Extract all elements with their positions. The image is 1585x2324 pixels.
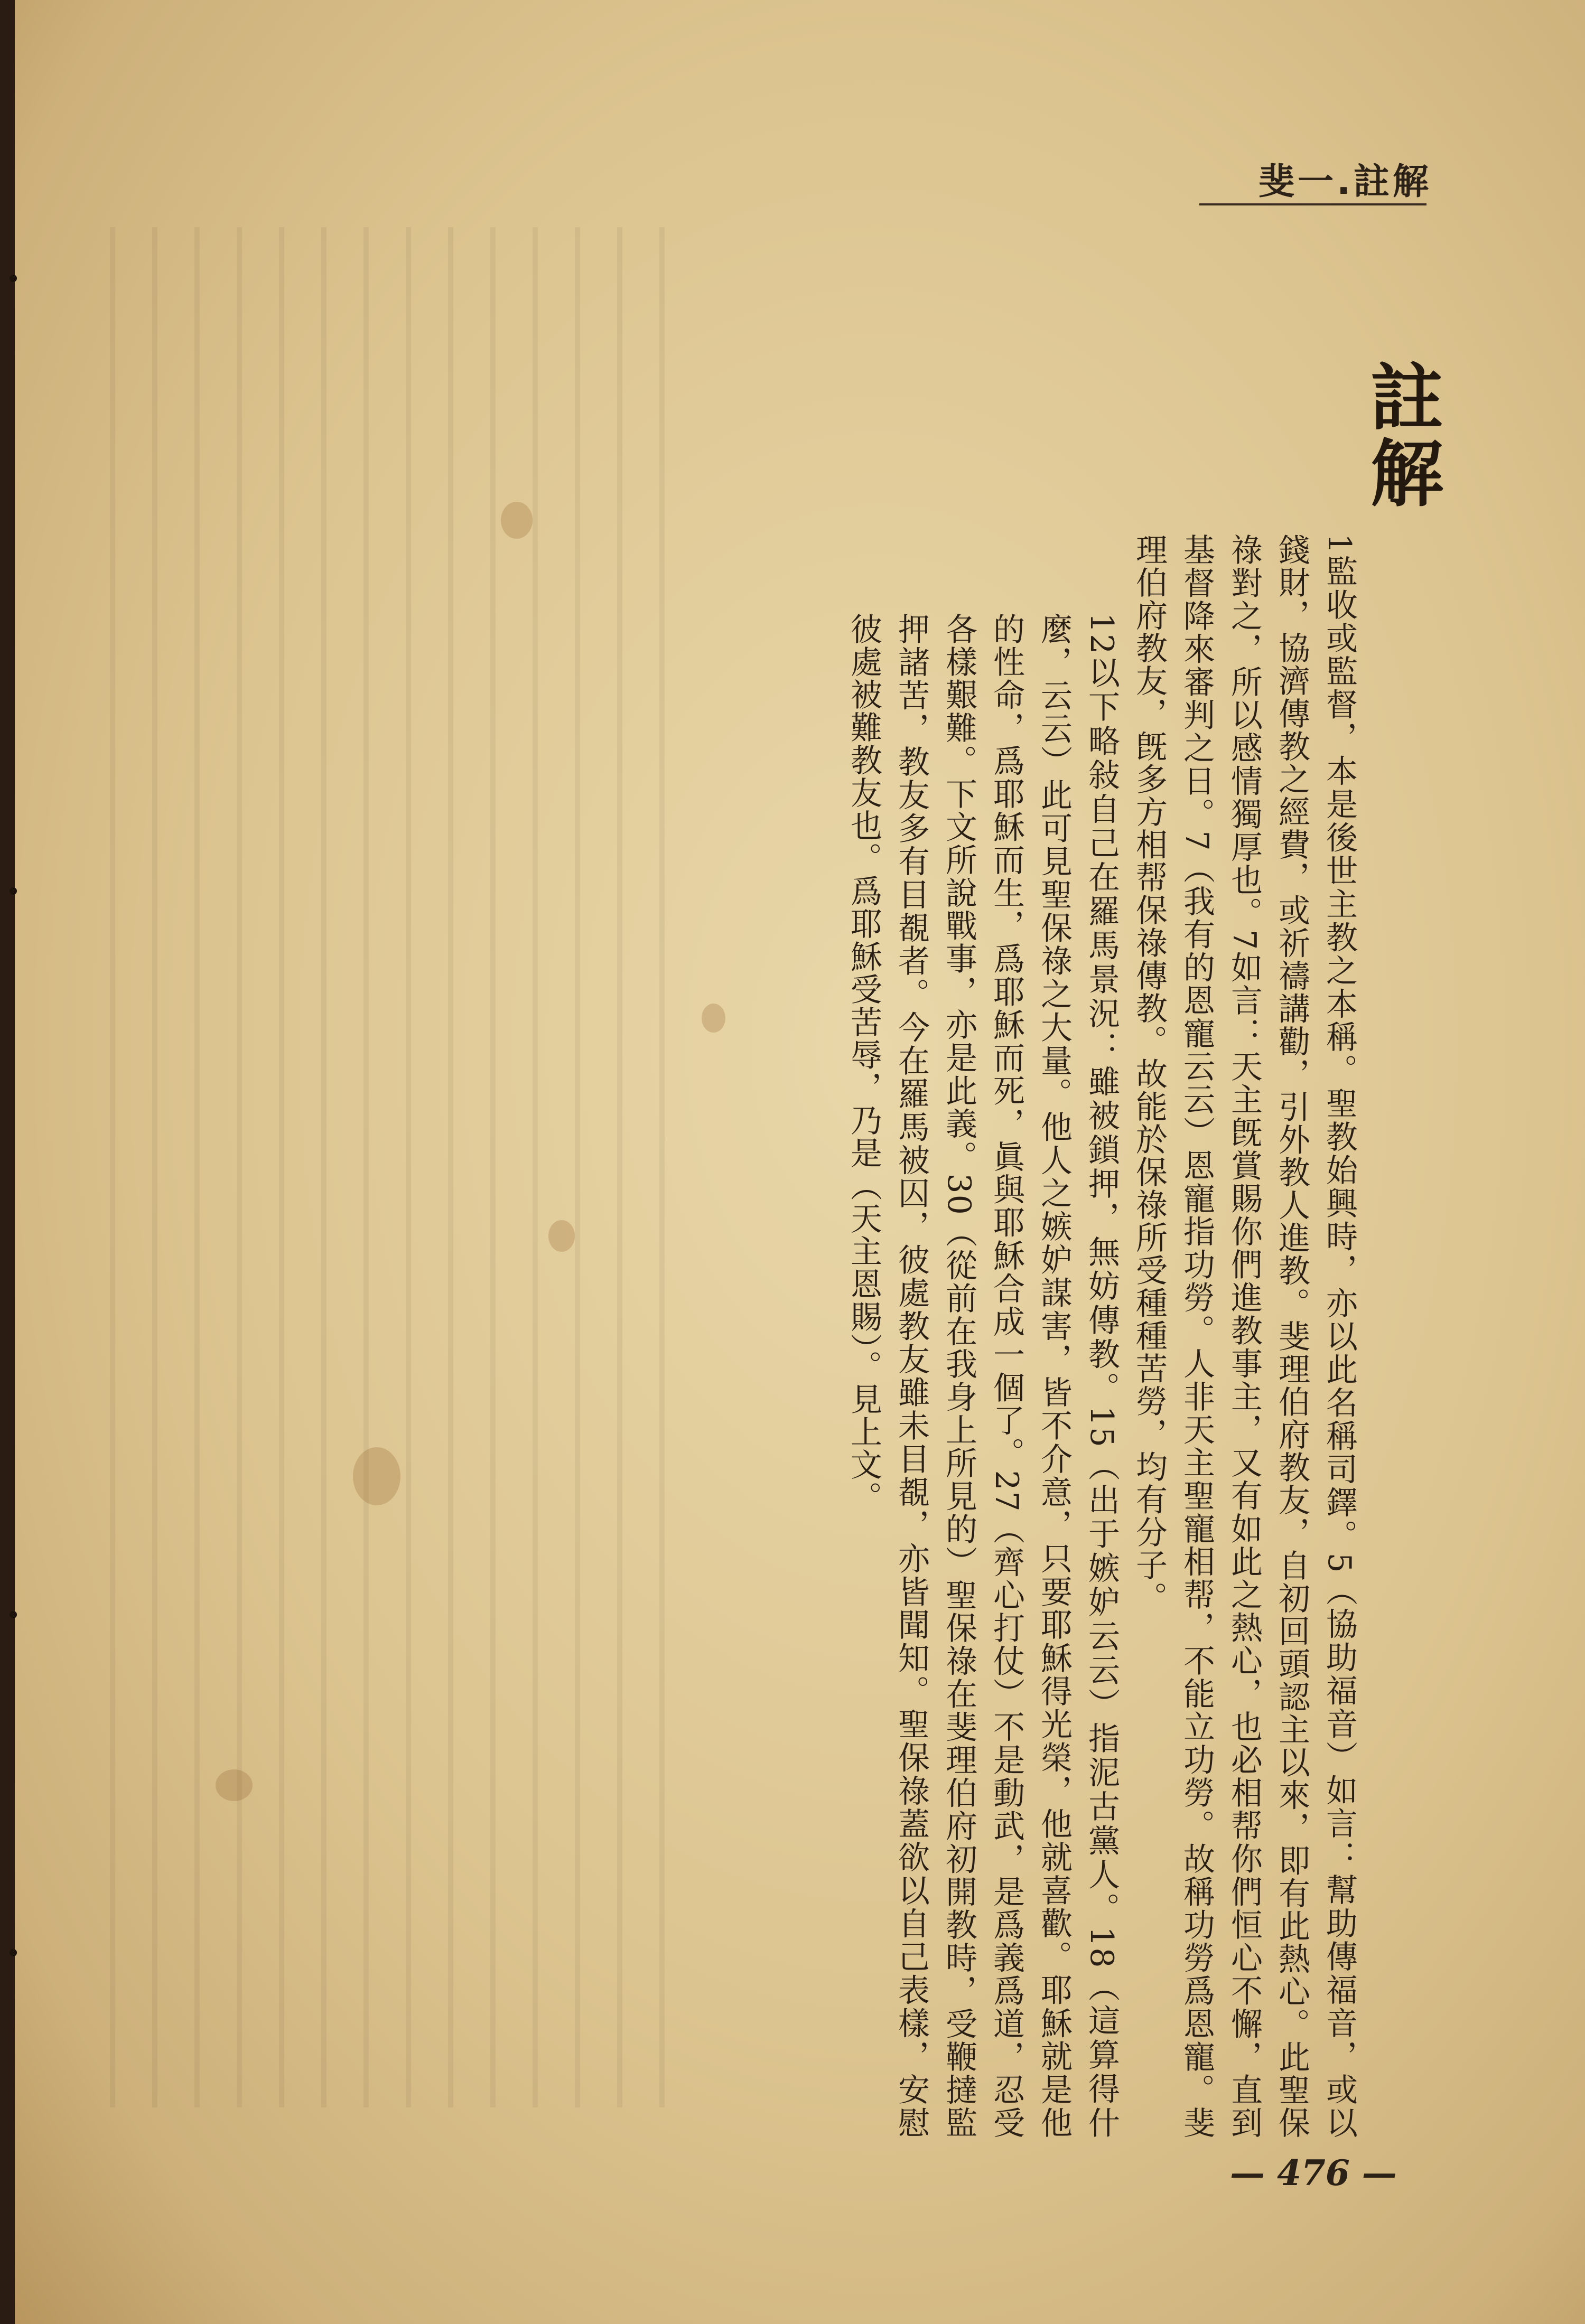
foxing-spot — [353, 1447, 400, 1505]
foxing-spot — [702, 1004, 725, 1033]
book-page — [15, 0, 1585, 2324]
binding-hole — [10, 275, 17, 282]
foxing-spot — [548, 1220, 575, 1252]
binding-hole — [10, 1611, 17, 1618]
binding-hole — [10, 887, 17, 895]
note-paragraph: 12以下略敍自己在羅馬景況：雖被鎖押，無妨傳教。15（出于嫉妒云云）指泥古黨人。18（這算得什麼，云云）此可見聖保祿之大量。他人之嫉妒謀害，皆不介意，只要耶穌得光榮，他就喜歡。耶穌就是他的性命，爲耶穌而生，爲耶穌而死，眞與耶穌合成一個了。27（齊心打仗）不是動武，是爲義爲道，忍受各樣艱難。下文所說戰事，亦是此義。30（從前在我身上所見的）聖保祿在斐理伯府初開教時，受鞭撻監押諸苦，教友多有目覩者。今在羅馬被囚，彼處教友雖未目覩，亦皆聞知。聖保祿蓋欲以自己表樣，安慰彼處被難教友也。爲耶穌受苦辱，乃是（天主恩賜）。見上文。 — [845, 613, 1120, 2139]
notes-body — [729, 533, 1363, 2139]
foxing-spot — [216, 1769, 253, 1801]
page-number: — 476 — — [1230, 2152, 1397, 2194]
note-paragraph: 1監收或監督，本是後世主教之本稱。聖教始興時，亦以此名稱司鐸。5（協助福音）如言：幫助傳福音，或以錢財，協濟傳教之經費，或祈禱講勸，引外教人進教。斐理伯府教友，自初回頭認主以來，即有此熱心。此聖保祿對之，所以感情獨厚也。7如言：天主旣賞賜你們進教事主，又有如此之熱心，也必相帮你們恒心不懈，直到基督降來審判之日。7（我有的恩寵云云）恩寵指功勞。人非天主聖寵相帮，不能立功勞。故稱功勞爲恩寵。斐理伯府教友，旣多方相帮保祿傳教。故能於保祿所受種種苦勞，均有分子。 — [1131, 533, 1358, 2139]
running-head: 斐一.註解 — [1258, 161, 1432, 203]
header-rule — [1199, 203, 1426, 205]
notes-title: 註解 — [1358, 359, 1443, 511]
binding-hole — [10, 1949, 17, 1956]
show-through-text — [73, 227, 696, 2107]
foxing-spot — [501, 502, 533, 539]
